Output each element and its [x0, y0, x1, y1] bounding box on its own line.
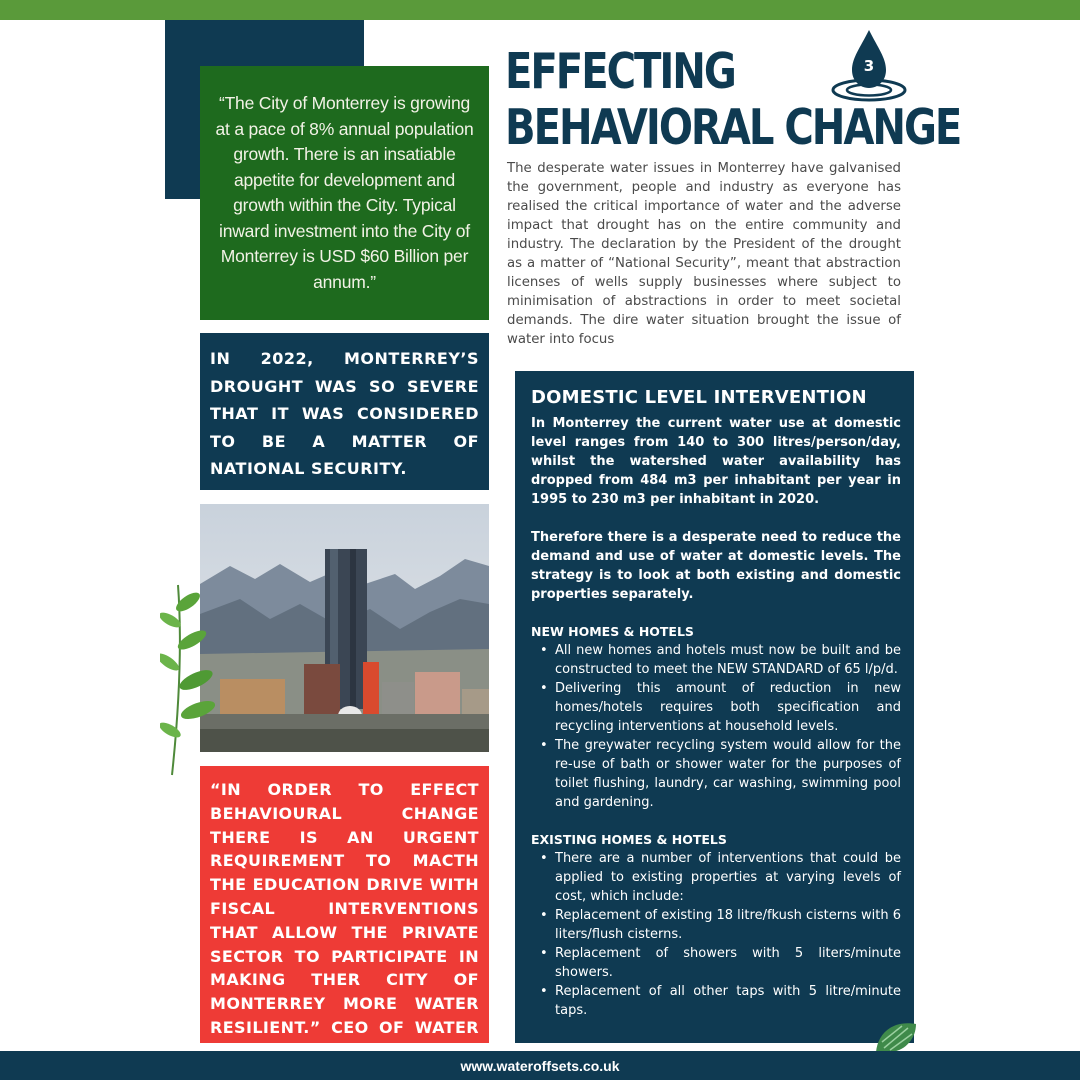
list-item: • Replacement of showers with 5 liters/minute showers. — [531, 944, 901, 982]
list-item: • Replacement of all other taps with 5 litre/minute taps. — [531, 982, 901, 1020]
water-drop-icon — [830, 26, 908, 106]
new-homes-heading: NEW HOMES & HOTELS — [531, 624, 694, 639]
title-line-1: EFFECTING — [505, 43, 735, 100]
monterrey-skyline-photo — [200, 504, 489, 752]
leaf-decoration-icon — [160, 580, 230, 780]
growth-quote-box — [200, 66, 489, 320]
domestic-title: DOMESTIC LEVEL INTERVENTION — [531, 387, 867, 408]
ceo-quote-box — [200, 766, 489, 1043]
domestic-paragraph-1: In Monterrey the current water use at domestic level ranges from 140 to 300 litres/person/day, whilst the watershed water availability has dropped from 484 m3 per inhabitant per year in 1995 to 230 m3 per inhabitant in 2020. — [531, 416, 901, 507]
list-item: • The greywater recycling system would allow for the re-use of bath or shower water for the purposes of toilet flushing, laundry, car washing, swimming pool and gardening. — [531, 736, 901, 812]
website-link[interactable]: www.wateroffsets.co.uk — [460, 1057, 620, 1074]
drought-callout-box — [200, 333, 489, 490]
domestic-paragraph-2: Therefore there is a desperate need to reduce the demand and use of water at domestic levels. The strategy is to look at both existing and domestic properties separately. — [531, 530, 901, 602]
existing-homes-list — [531, 849, 901, 1020]
top-accent-bar — [0, 0, 1080, 20]
existing-homes-heading: EXISTING HOMES & HOTELS — [531, 832, 727, 847]
list-item: • Replacement of existing 18 litre/fkush cisterns with 6 liters/flush cisterns. — [531, 906, 901, 944]
list-item: • There are a number of interventions that could be applied to existing properties at varying levels of cost, which include: — [531, 849, 901, 906]
intro-paragraph: The desperate water issues in Monterrey have galvanised the government, people and industry as everyone has realised the critical importance of water and the adverse impact that drought has on the entire community and industry. The declaration by the President of the drought as a matter of “National Security”, meant that abstraction licenses of wells supply businesses where subject to minimisation of abstractions in order to meet societal demands. The dire water situation brought the issue of water into focus — [507, 161, 901, 347]
list-item: • Delivering this amount of reduction in new homes/hotels requires both specification and recycling interventions at household levels. — [531, 679, 901, 736]
ceo-quote-text: “IN ORDER TO EFFECT BEHAVIOURAL CHANGE THERE IS AN URGENT REQUIREMENT TO MACTH THE EDUCATION DRIVE WITH FISCAL INTERVENTIONS THAT ALLOW THE PRIVATE SECTOR TO PARTICIPATE IN MAKING THER CITY OF MONTERREY MORE WATER RESILIENT.” CEO OF WATER — [210, 780, 479, 1037]
badge-number: 3 — [863, 57, 875, 75]
list-item: • All new homes and hotels must now be built and be constructed to meet the NEW STANDARD of 65 l/p/d. — [531, 641, 901, 679]
new-homes-list — [531, 641, 901, 812]
title-line-2: BEHAVIORAL CHANGE — [505, 99, 961, 156]
growth-quote-text: “The City of Monterrey is growing at a pace of 8% annual population growth. There is an insatiable appetite for development and growth within the City. Typical inward investment into the City of Monterrey is USD $60 Billion per annum.” — [215, 93, 474, 292]
domestic-intervention-panel — [515, 371, 914, 1043]
footer-bar — [0, 1051, 1080, 1080]
monstera-leaf-icon — [872, 1018, 918, 1052]
drought-callout-text: IN 2022, MONTERREY’S DROUGHT WAS SO SEVERE THAT IT WAS CONSIDERED TO BE A MATTER OF NATIONAL SECURITY. — [210, 349, 479, 478]
intro-section — [507, 159, 901, 349]
